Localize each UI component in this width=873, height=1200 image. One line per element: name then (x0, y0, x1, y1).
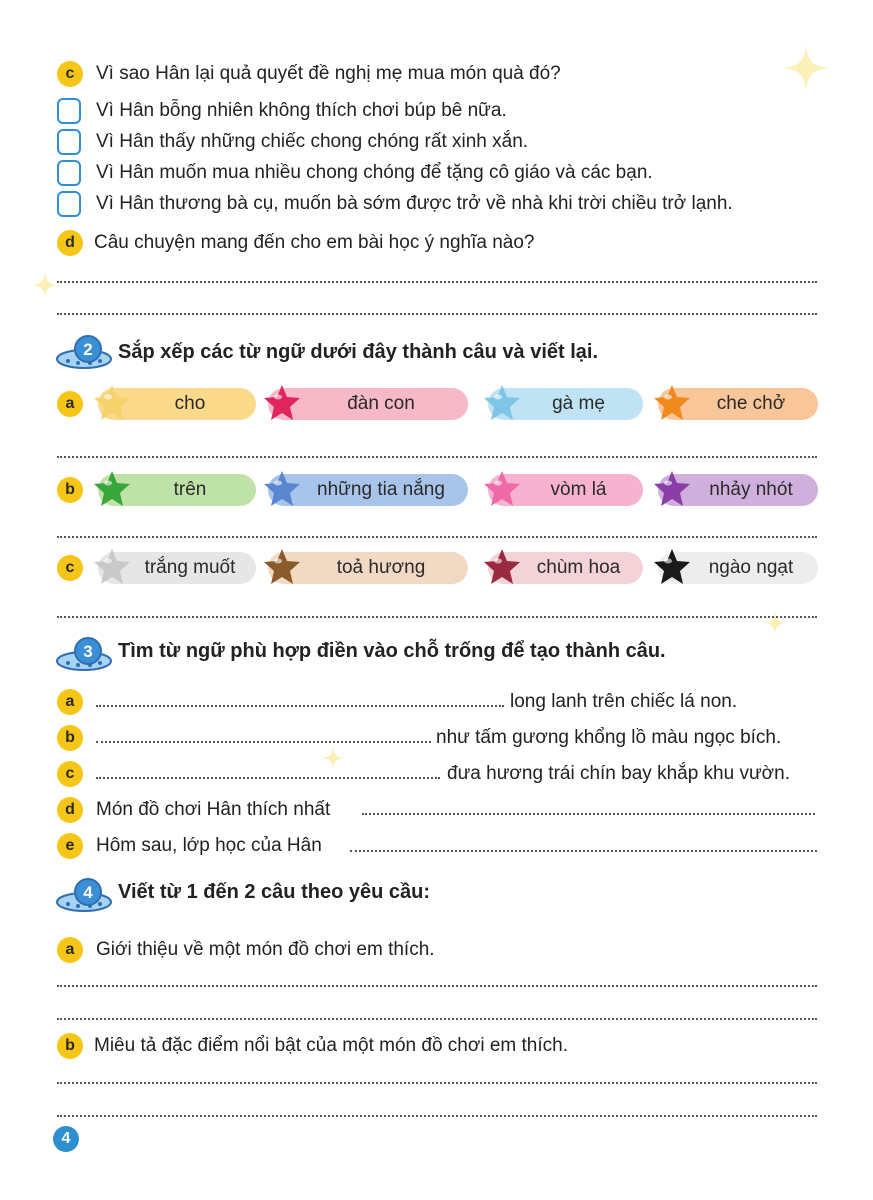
exercise-2-title: Sắp xếp các từ ngữ dưới đây thành câu và viết lại. (118, 341, 599, 363)
row-a-badge: a (57, 391, 83, 417)
row-b-badge: b (57, 477, 83, 503)
star-icon (262, 383, 302, 423)
question-d-badge: d (57, 230, 83, 256)
word-chip-label: vòm lá (550, 479, 607, 500)
answer-line[interactable] (57, 1018, 817, 1020)
star-icon (652, 547, 692, 587)
star-icon (92, 383, 132, 423)
word-chip-label: trên (173, 479, 207, 500)
item-c-badge: c (57, 761, 83, 787)
sparkle-icon (780, 42, 832, 94)
answer-line[interactable] (57, 456, 817, 458)
item-e-badge: e (57, 833, 83, 859)
star-icon (652, 469, 692, 509)
row-c-badge: c (57, 555, 83, 581)
word-chip-label: nhảy nhót (709, 479, 793, 500)
sparkle-icon (762, 610, 788, 636)
answer-line[interactable] (57, 1082, 817, 1084)
answer-option-1: Vì Hân bỗng nhiên không thích chơi búp bê nữa. (96, 100, 507, 121)
word-chip-label: đàn con (347, 393, 415, 414)
ufo-number-icon (54, 875, 114, 915)
sentence-start: Hôm sau, lớp học của Hân (96, 835, 322, 856)
answer-option-2: Vì Hân thấy những chiếc chong chóng rất xinh xắn. (96, 131, 529, 152)
fill-blank[interactable] (96, 705, 504, 707)
question-c-text: Vì sao Hân lại quả quyết đề nghị mẹ mua món quà đó? (96, 63, 561, 84)
answer-line[interactable] (57, 616, 817, 618)
answer-checkbox-4[interactable] (57, 191, 81, 217)
item-d-badge: d (57, 797, 83, 823)
word-chip-label: cho (174, 393, 206, 414)
exercise-4-number: 4 (83, 883, 93, 902)
answer-line[interactable] (57, 1115, 817, 1117)
question-d-text: Câu chuyện mang đến cho em bài học ý nghĩa nào? (94, 232, 535, 253)
ufo-number-icon (54, 634, 114, 674)
star-icon (482, 383, 522, 423)
word-chip-label: chùm hoa (536, 557, 621, 578)
word-chip-label: che chở (716, 393, 786, 414)
exercise-3-number: 3 (83, 642, 93, 661)
answer-line[interactable] (57, 536, 817, 538)
fill-blank[interactable] (362, 813, 815, 815)
sentence-start: Món đồ chơi Hân thích nhất (96, 799, 331, 820)
answer-line[interactable] (57, 985, 817, 987)
star-icon (262, 469, 302, 509)
fill-blank[interactable] (96, 741, 431, 743)
answer-checkbox-3[interactable] (57, 160, 81, 186)
answer-checkbox-1[interactable] (57, 98, 81, 124)
item-b-badge: b (57, 1033, 83, 1059)
star-icon (262, 547, 302, 587)
star-icon (652, 383, 692, 423)
word-chip-label: gà mẹ (552, 393, 605, 414)
answer-line[interactable] (57, 281, 817, 283)
sentence-end: như tấm gương khổng lồ màu ngọc bích. (436, 727, 782, 748)
word-chip-label: những tia nắng (317, 479, 445, 500)
answer-option-4: Vì Hân thương bà cụ, muốn bà sớm được trở về nhà khi trời chiều trở lạnh. (96, 193, 733, 214)
answer-checkbox-2[interactable] (57, 129, 81, 155)
item-b-badge: b (57, 725, 83, 751)
sentence-end: long lanh trên chiếc lá non. (510, 691, 738, 712)
exercise-4-title: Viết từ 1 đến 2 câu theo yêu cầu: (118, 881, 430, 903)
exercise-2-number: 2 (83, 340, 93, 359)
star-icon (482, 469, 522, 509)
word-chip-label: trắng muốt (144, 557, 236, 578)
prompt-text: Miêu tả đặc điểm nổi bật của một món đồ chơi em thích. (94, 1035, 568, 1056)
star-icon (92, 547, 132, 587)
fill-blank[interactable] (350, 850, 817, 852)
star-icon (482, 547, 522, 587)
question-c-badge: c (57, 61, 83, 87)
item-a-badge: a (57, 937, 83, 963)
prompt-text: Giới thiệu về một món đồ chơi em thích. (96, 939, 435, 960)
word-chip-label: ngào ngạt (708, 557, 794, 578)
sparkle-icon (320, 745, 346, 771)
answer-line[interactable] (57, 313, 817, 315)
sparkle-icon (30, 270, 60, 300)
page-number: 4 (53, 1126, 79, 1152)
ufo-number-icon (54, 332, 114, 372)
item-a-badge: a (57, 689, 83, 715)
exercise-3-title: Tìm từ ngữ phù hợp điền vào chỗ trống để tạo thành câu. (118, 640, 666, 662)
sentence-end: đưa hương trái chín bay khắp khu vườn. (447, 763, 790, 784)
word-chip-label: toả hương (336, 557, 426, 578)
answer-option-3: Vì Hân muốn mua nhiều chong chóng để tặng cô giáo và các bạn. (96, 162, 653, 183)
star-icon (92, 469, 132, 509)
fill-blank[interactable] (96, 777, 440, 779)
